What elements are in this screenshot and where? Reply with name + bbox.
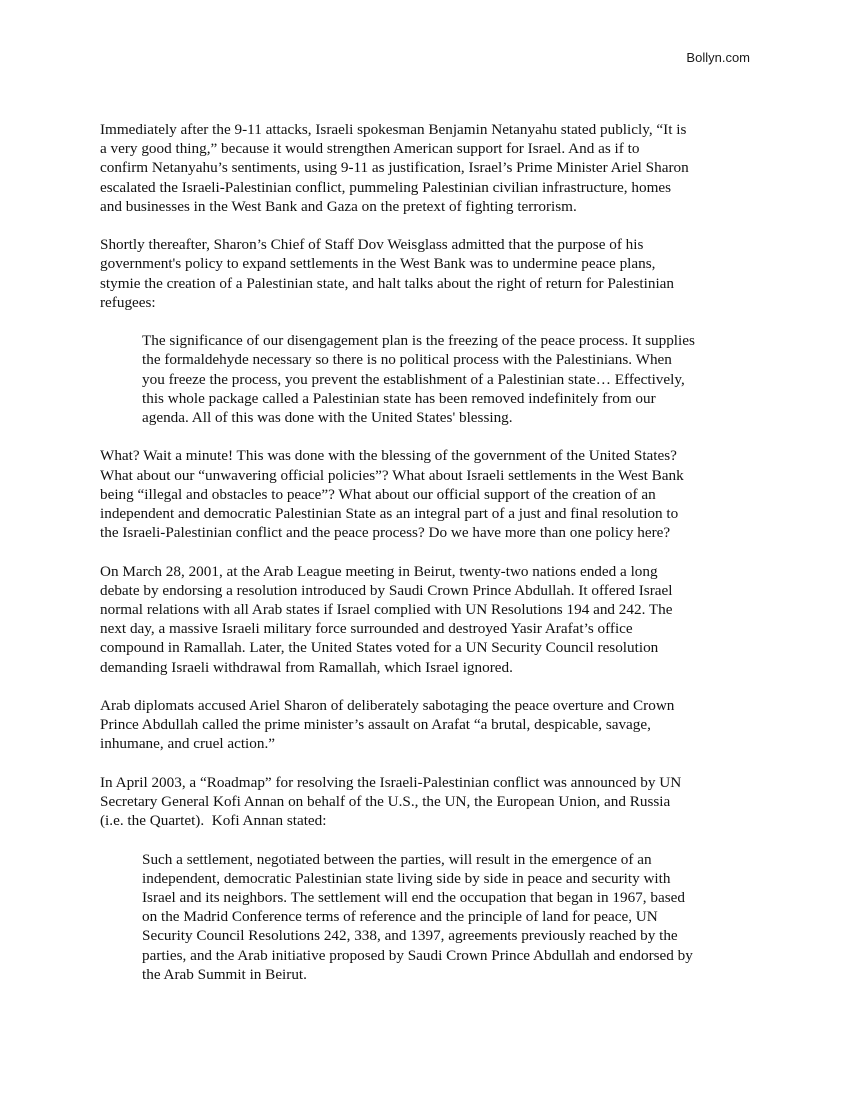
text-line: Arab diplomats accused Ariel Sharon of deliberately sabotaging the peace overture and Crown xyxy=(100,697,675,715)
text-line: parties, and the Arab initiative proposed by Saudi Crown Prince Abdullah and endorsed by xyxy=(142,946,693,964)
text-line: this whole package called a Palestinian state has been removed indefinitely from our xyxy=(142,389,656,407)
text-line: (i.e. the Quartet). Kofi Annan stated: xyxy=(100,812,327,830)
text-line: Immediately after the 9-11 attacks, Israeli spokesman Benjamin Netanyahu stated publicly, “It is xyxy=(100,121,687,138)
text-line: The significance of our disengagement plan is the freezing of the peace process. It supplies xyxy=(142,332,695,350)
document-body xyxy=(100,120,760,1003)
text-line: independent, democratic Palestinian state living side by side in peace and security with xyxy=(142,869,671,887)
text-line: What about our “unwavering official policies”? What about Israeli settlements in the West Bank xyxy=(100,466,684,484)
text-line: refugees: xyxy=(100,293,156,311)
text-line: confirm Netanyahu’s sentiments, using 9-11 as justification, Israel’s Prime Minister Ariel Sharon xyxy=(100,159,689,177)
blockquote-annan xyxy=(142,850,760,984)
text-line: you freeze the process, you prevent the establishment of a Palestinian state… Effectively, xyxy=(142,370,685,388)
text-line: Shortly thereafter, Sharon’s Chief of Staff Dov Weisglass admitted that the purpose of his xyxy=(100,236,644,254)
text-line: a very good thing,” because it would strengthen American support for Israel. And as if to xyxy=(100,140,640,158)
text-line: the Israeli-Palestinian conflict and the peace process? Do we have more than one policy here? xyxy=(100,524,671,542)
page-header-site: Bollyn.com xyxy=(686,50,750,65)
text-line: next day, a massive Israeli military force surrounded and destroyed Yasir Arafat’s office xyxy=(100,620,633,638)
text-line: stymie the creation of a Palestinian state, and halt talks about the right of return for Palestinian xyxy=(100,274,675,292)
text-line: normal relations with all Arab states if Israel complied with UN Resolutions 194 and 242. The xyxy=(100,601,673,619)
text-line: What? Wait a minute! This was done with the blessing of the government of the United States? xyxy=(100,447,677,465)
text-line: In April 2003, a “Roadmap” for resolving the Israeli-Palestinian conflict was announced by UN xyxy=(100,773,682,791)
text-line: compound in Ramallah. Later, the United States voted for a UN Security Council resolution xyxy=(100,639,659,657)
text-line: Israel and its neighbors. The settlement will end the occupation that began in 1967, based xyxy=(142,889,685,907)
paragraph-weisglass xyxy=(100,235,760,312)
text-line: on the Madrid Conference terms of reference and the principle of land for peace, UN xyxy=(142,908,658,926)
text-line: being “illegal and obstacles to peace”? What about our official support of the creation of an xyxy=(100,485,656,503)
text-line: escalated the Israeli-Palestinian conflict, pummeling Palestinian civilian infrastructure, homes xyxy=(100,178,672,196)
text-line: the formaldehyde necessary so there is no political process with the Palestinians. When xyxy=(142,351,672,369)
text-line: government's policy to expand settlements in the West Bank was to undermine peace plans, xyxy=(100,255,656,273)
blockquote-weisglass xyxy=(142,331,760,427)
paragraph-arab-diplomats xyxy=(100,696,760,754)
text-line: the Arab Summit in Beirut. xyxy=(142,965,307,983)
text-line: Security Council Resolutions 242, 338, and 1397, agreements previously reached by the xyxy=(142,927,678,945)
text-line: Prince Abdullah called the prime minister’s assault on Arafat “a brutal, despicable, savage, xyxy=(100,716,651,734)
text-line: debate by endorsing a resolution introduced by Saudi Crown Prince Abdullah. It offered Israel xyxy=(100,581,673,599)
text-line: demanding Israeli withdrawal from Ramallah, which Israel ignored. xyxy=(100,658,513,676)
text-line: Secretary General Kofi Annan on behalf of the U.S., the UN, the European Union, and Russia xyxy=(100,793,671,811)
text-line: On March 28, 2001, at the Arab League meeting in Beirut, twenty-two nations ended a long xyxy=(100,562,658,580)
text-line: and businesses in the West Bank and Gaza on the pretext of fighting terrorism. xyxy=(100,197,577,215)
text-line: Such a settlement, negotiated between the parties, will result in the emergence of an xyxy=(142,850,652,868)
text-line: inhumane, and cruel action.” xyxy=(100,735,276,753)
paragraph-roadmap xyxy=(100,773,760,831)
text-line: independent and democratic Palestinian State as an integral part of a just and final resolution to xyxy=(100,505,679,523)
paragraph-netanyahu xyxy=(100,120,760,216)
paragraph-what-wait xyxy=(100,446,760,542)
paragraph-arab-league xyxy=(100,562,760,677)
text-line: agenda. All of this was done with the United States' blessing. xyxy=(142,409,513,427)
